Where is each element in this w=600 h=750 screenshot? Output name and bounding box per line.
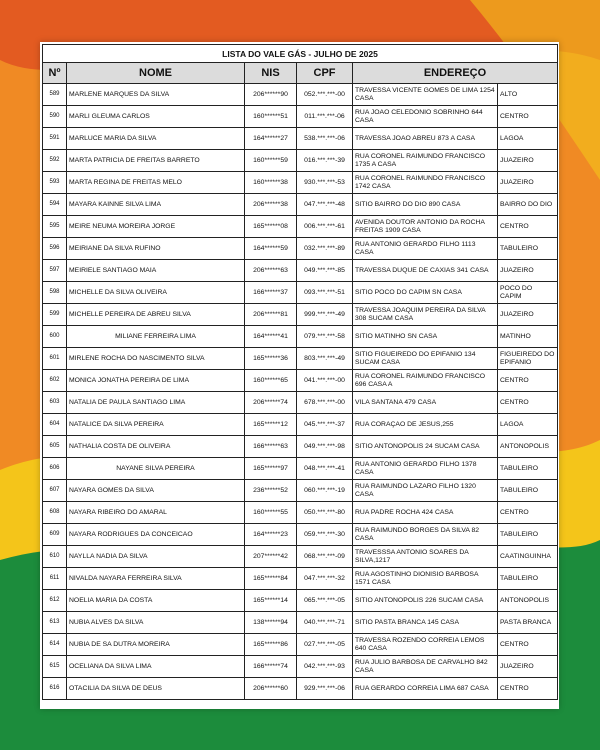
- beneficiary-name: MARLENE MARQUES DA SILVA: [67, 84, 245, 106]
- list-title: LISTA DO VALE GÁS - JULHO DE 2025: [43, 45, 558, 63]
- address: TRAVESSA ROZENDO CORREIA LEMOS 640 CASA: [353, 634, 498, 656]
- address: SITIO POCO DO CAPIM SN CASA: [353, 282, 498, 304]
- address: RUA JOAO CELEDONIO SOBRINHO 644 CASA: [353, 106, 498, 128]
- cpf-number: 059.***.***-30: [297, 524, 353, 546]
- table-row: [43, 216, 558, 238]
- cpf-number: 060.***.***-19: [297, 480, 353, 502]
- address: SITIO BAIRRO DO DIO 890 CASA: [353, 194, 498, 216]
- address: SITIO ANTONOPOLIS 226 SUCAM CASA: [353, 590, 498, 612]
- cpf-number: 538.***.***-06: [297, 128, 353, 150]
- beneficiary-name: NOELIA MARIA DA COSTA: [67, 590, 245, 612]
- address: RUA PADRE ROCHA 424 CASA: [353, 502, 498, 524]
- cpf-number: 011.***.***-06: [297, 106, 353, 128]
- neighborhood: CENTRO: [498, 678, 558, 700]
- cpf-number: 929.***.***-06: [297, 678, 353, 700]
- neighborhood: POCO DO CAPIM: [498, 282, 558, 304]
- nis-number: 164******59: [245, 238, 297, 260]
- beneficiary-name: MONICA JONATHA PEREIRA DE LIMA: [67, 370, 245, 392]
- neighborhood: JUAZEIRO: [498, 172, 558, 194]
- cpf-number: 049.***.***-98: [297, 436, 353, 458]
- table-row: [43, 546, 558, 568]
- row-number: 616: [43, 678, 67, 700]
- nis-number: 165******08: [245, 216, 297, 238]
- nis-number: 207******42: [245, 546, 297, 568]
- cpf-number: 048.***.***-41: [297, 458, 353, 480]
- beneficiary-name: MICHELLE PEREIRA DE ABREU SILVA: [67, 304, 245, 326]
- beneficiary-name: MIRLENE ROCHA DO NASCIMENTO SILVA: [67, 348, 245, 370]
- cpf-number: 016.***.***-39: [297, 150, 353, 172]
- address: TRAVESSSA ANTONIO SOARES DA SILVA,1217: [353, 546, 498, 568]
- cpf-number: 050.***.***-80: [297, 502, 353, 524]
- row-number: 611: [43, 568, 67, 590]
- nis-number: 160******55: [245, 502, 297, 524]
- nis-number: 206******74: [245, 392, 297, 414]
- row-number: 596: [43, 238, 67, 260]
- beneficiary-name: NATALICE DA SILVA PEREIRA: [67, 414, 245, 436]
- row-number: 594: [43, 194, 67, 216]
- beneficiary-name: MEIRIANE DA SILVA RUFINO: [67, 238, 245, 260]
- table-row: [43, 656, 558, 678]
- address: SITIO PASTA BRANCA 145 CASA: [353, 612, 498, 634]
- cpf-number: 042.***.***-93: [297, 656, 353, 678]
- beneficiary-name: NAYLLA NADIA DA SILVA: [67, 546, 245, 568]
- table-row: [43, 590, 558, 612]
- cpf-number: 052.***.***-00: [297, 84, 353, 106]
- nis-number: 206******90: [245, 84, 297, 106]
- cpf-number: 093.***.***-51: [297, 282, 353, 304]
- neighborhood: LAGOA: [498, 414, 558, 436]
- row-number: 614: [43, 634, 67, 656]
- cpf-number: 930.***.***-53: [297, 172, 353, 194]
- row-number: 592: [43, 150, 67, 172]
- cpf-number: 803.***.***-49: [297, 348, 353, 370]
- neighborhood: CENTRO: [498, 106, 558, 128]
- address: RUA RAIMUNDO LAZARO FILHO 1320 CASA: [353, 480, 498, 502]
- neighborhood: BAIRRO DO DIO: [498, 194, 558, 216]
- beneficiary-name: OTACILIA DA SILVA DE DEUS: [67, 678, 245, 700]
- nis-number: 166******63: [245, 436, 297, 458]
- nis-number: 164******27: [245, 128, 297, 150]
- cpf-number: 678.***.***-00: [297, 392, 353, 414]
- neighborhood: JUAZEIRO: [498, 656, 558, 678]
- address: RUA CORONEL RAIMUNDO FRANCISCO 1735 A CASA: [353, 150, 498, 172]
- row-number: 589: [43, 84, 67, 106]
- cpf-number: 032.***.***-89: [297, 238, 353, 260]
- address: RUA AGOSTINHO DIONISIO BARBOSA 1571 CASA: [353, 568, 498, 590]
- table-row: [43, 458, 558, 480]
- nis-number: 166******37: [245, 282, 297, 304]
- address: RUA GERARDO CORREIA LIMA 687 CASA: [353, 678, 498, 700]
- table-row: [43, 678, 558, 700]
- beneficiary-name: NATHALIA COSTA DE OLIVEIRA: [67, 436, 245, 458]
- header-nis: NIS: [245, 63, 297, 84]
- row-number: 604: [43, 414, 67, 436]
- address: RUA CORONEL RAIMUNDO FRANCISCO 1742 CASA: [353, 172, 498, 194]
- cpf-number: 079.***.***-58: [297, 326, 353, 348]
- cpf-number: 040.***.***-71: [297, 612, 353, 634]
- table-row: [43, 634, 558, 656]
- table-row: [43, 128, 558, 150]
- address: SITIO ANTONOPOLIS 24 SUCAM CASA: [353, 436, 498, 458]
- table-row: [43, 304, 558, 326]
- beneficiary-name: NAYANE SILVA PEREIRA: [67, 458, 245, 480]
- beneficiary-table: [42, 44, 558, 700]
- neighborhood: TABULEIRO: [498, 480, 558, 502]
- address: TRAVESSA DUQUE DE CAXIAS 341 CASA: [353, 260, 498, 282]
- nis-number: 236******52: [245, 480, 297, 502]
- header-nome: NOME: [67, 63, 245, 84]
- nis-number: 165******14: [245, 590, 297, 612]
- table-row: [43, 612, 558, 634]
- neighborhood: MATINHO: [498, 326, 558, 348]
- nis-number: 206******60: [245, 678, 297, 700]
- address: TRAVESSA JOAQUIM PEREIRA DA SILVA 308 SUCAM CASA: [353, 304, 498, 326]
- cpf-number: 068.***.***-09: [297, 546, 353, 568]
- cpf-number: 049.***.***-85: [297, 260, 353, 282]
- address: SITIO MATINHO SN CASA: [353, 326, 498, 348]
- row-number: 590: [43, 106, 67, 128]
- nis-number: 206******38: [245, 194, 297, 216]
- beneficiary-name: MARLI GLEUMA CARLOS: [67, 106, 245, 128]
- address: RUA CORAÇAO DE JESUS,255: [353, 414, 498, 436]
- nis-number: 164******41: [245, 326, 297, 348]
- header-cpf: CPF: [297, 63, 353, 84]
- address: RUA CORONEL RAIMUNDO FRANCISCO 696 CASA A: [353, 370, 498, 392]
- address: RUA ANTONIO GERARDO FILHO 1113 CASA: [353, 238, 498, 260]
- row-number: 613: [43, 612, 67, 634]
- beneficiary-name: MEIRE NEUMA MOREIRA JORGE: [67, 216, 245, 238]
- cpf-number: 027.***.***-05: [297, 634, 353, 656]
- header-num: Nº: [43, 63, 67, 84]
- nis-number: 206******81: [245, 304, 297, 326]
- address: VILA SANTANA 479 CASA: [353, 392, 498, 414]
- neighborhood: PASTA BRANCA: [498, 612, 558, 634]
- row-number: 603: [43, 392, 67, 414]
- table-row: [43, 392, 558, 414]
- row-number: 608: [43, 502, 67, 524]
- table-row: [43, 172, 558, 194]
- cpf-number: 041.***.***-00: [297, 370, 353, 392]
- nis-number: 160******59: [245, 150, 297, 172]
- row-number: 615: [43, 656, 67, 678]
- row-number: 595: [43, 216, 67, 238]
- cpf-number: 047.***.***-48: [297, 194, 353, 216]
- neighborhood: FIGUEIREDO DO EPIFANIO: [498, 348, 558, 370]
- address: RUA JULIO BARBOSA DE CARVALHO 842 CASA: [353, 656, 498, 678]
- cpf-number: 999.***.***-49: [297, 304, 353, 326]
- nis-number: 165******36: [245, 348, 297, 370]
- beneficiary-name: NAYARA RIBEIRO DO AMARAL: [67, 502, 245, 524]
- address: RUA ANTONIO GERARDO FILHO 1378 CASA: [353, 458, 498, 480]
- table-row: [43, 150, 558, 172]
- cpf-number: 045.***.***-37: [297, 414, 353, 436]
- neighborhood: JUAZEIRO: [498, 260, 558, 282]
- nis-number: 138******94: [245, 612, 297, 634]
- neighborhood: CENTRO: [498, 502, 558, 524]
- row-number: 601: [43, 348, 67, 370]
- cpf-number: 047.***.***-32: [297, 568, 353, 590]
- nis-number: 165******84: [245, 568, 297, 590]
- table-row: [43, 194, 558, 216]
- neighborhood: CENTRO: [498, 370, 558, 392]
- table-row: [43, 260, 558, 282]
- nis-number: 166******74: [245, 656, 297, 678]
- row-number: 610: [43, 546, 67, 568]
- neighborhood: CENTRO: [498, 392, 558, 414]
- beneficiary-name: MEIRIELE SANTIAGO MAIA: [67, 260, 245, 282]
- neighborhood: TABULEIRO: [498, 458, 558, 480]
- neighborhood: ANTONOPOLIS: [498, 436, 558, 458]
- beneficiary-name: NIVALDA NAYARA FERREIRA SILVA: [67, 568, 245, 590]
- beneficiary-name: NUBIA DE SA DUTRA MOREIRA: [67, 634, 245, 656]
- table-row: [43, 568, 558, 590]
- nis-number: 165******97: [245, 458, 297, 480]
- row-number: 606: [43, 458, 67, 480]
- row-number: 612: [43, 590, 67, 612]
- row-number: 602: [43, 370, 67, 392]
- row-number: 609: [43, 524, 67, 546]
- table-row: [43, 480, 558, 502]
- neighborhood: JUAZEIRO: [498, 150, 558, 172]
- cpf-number: 065.***.***-05: [297, 590, 353, 612]
- nis-number: 165******12: [245, 414, 297, 436]
- neighborhood: ANTONOPOLIS: [498, 590, 558, 612]
- neighborhood: TABULEIRO: [498, 568, 558, 590]
- table-row: [43, 326, 558, 348]
- table-row: [43, 436, 558, 458]
- beneficiary-name: MARLUCE MARIA DA SILVA: [67, 128, 245, 150]
- row-number: 597: [43, 260, 67, 282]
- beneficiary-name: OCELIANA DA SILVA LIMA: [67, 656, 245, 678]
- table-row: [43, 84, 558, 106]
- row-number: 591: [43, 128, 67, 150]
- beneficiary-name: MARTA PATRICIA DE FREITAS BARRETO: [67, 150, 245, 172]
- row-number: 607: [43, 480, 67, 502]
- address: SITIO FIGUEIREDO DO EPIFANIO 134 SUCAM CASA: [353, 348, 498, 370]
- beneficiary-name: NAYARA RODRIGUES DA CONCEICAO: [67, 524, 245, 546]
- address: AVENIDA DOUTOR ANTONIO DA ROCHA FREITAS 1909 CASA: [353, 216, 498, 238]
- neighborhood: CENTRO: [498, 216, 558, 238]
- neighborhood: TABULEIRO: [498, 238, 558, 260]
- beneficiary-name: NATALIA DE PAULA SANTIAGO LIMA: [67, 392, 245, 414]
- nis-number: 165******86: [245, 634, 297, 656]
- nis-number: 160******38: [245, 172, 297, 194]
- table-row: [43, 282, 558, 304]
- table-row: [43, 106, 558, 128]
- table-row: [43, 370, 558, 392]
- row-number: 605: [43, 436, 67, 458]
- address: TRAVESSA VICENTE GOMES DE LIMA 1254 CASA: [353, 84, 498, 106]
- neighborhood: ALTO: [498, 84, 558, 106]
- beneficiary-name: MARTA REGINA DE FREITAS MELO: [67, 172, 245, 194]
- row-number: 598: [43, 282, 67, 304]
- neighborhood: LAGOA: [498, 128, 558, 150]
- neighborhood: TABULEIRO: [498, 524, 558, 546]
- nis-number: 164******23: [245, 524, 297, 546]
- table-row: [43, 414, 558, 436]
- neighborhood: CAATINGUINHA: [498, 546, 558, 568]
- neighborhood: JUAZEIRO: [498, 304, 558, 326]
- header-endereco: ENDEREÇO: [353, 63, 558, 84]
- beneficiary-name: MILIANE FERREIRA LIMA: [67, 326, 245, 348]
- cpf-number: 006.***.***-61: [297, 216, 353, 238]
- row-number: 600: [43, 326, 67, 348]
- row-number: 599: [43, 304, 67, 326]
- address: RUA RAIMUNDO BORGES DA SILVA 82 CASA: [353, 524, 498, 546]
- table-row: [43, 348, 558, 370]
- nis-number: 160******65: [245, 370, 297, 392]
- nis-number: 160******51: [245, 106, 297, 128]
- vale-gas-list-page: [40, 42, 559, 709]
- beneficiary-name: NUBIA ALVES DA SILVA: [67, 612, 245, 634]
- beneficiary-name: NAYARA GOMES DA SILVA: [67, 480, 245, 502]
- beneficiary-name: MAYARA KAINNE SILVA LIMA: [67, 194, 245, 216]
- table-row: [43, 524, 558, 546]
- table-row: [43, 238, 558, 260]
- table-row: [43, 502, 558, 524]
- neighborhood: CENTRO: [498, 634, 558, 656]
- nis-number: 206******63: [245, 260, 297, 282]
- beneficiary-name: MICHELLE DA SILVA OLIVEIRA: [67, 282, 245, 304]
- row-number: 593: [43, 172, 67, 194]
- address: TRAVESSA JOAO ABREU 873 A CASA: [353, 128, 498, 150]
